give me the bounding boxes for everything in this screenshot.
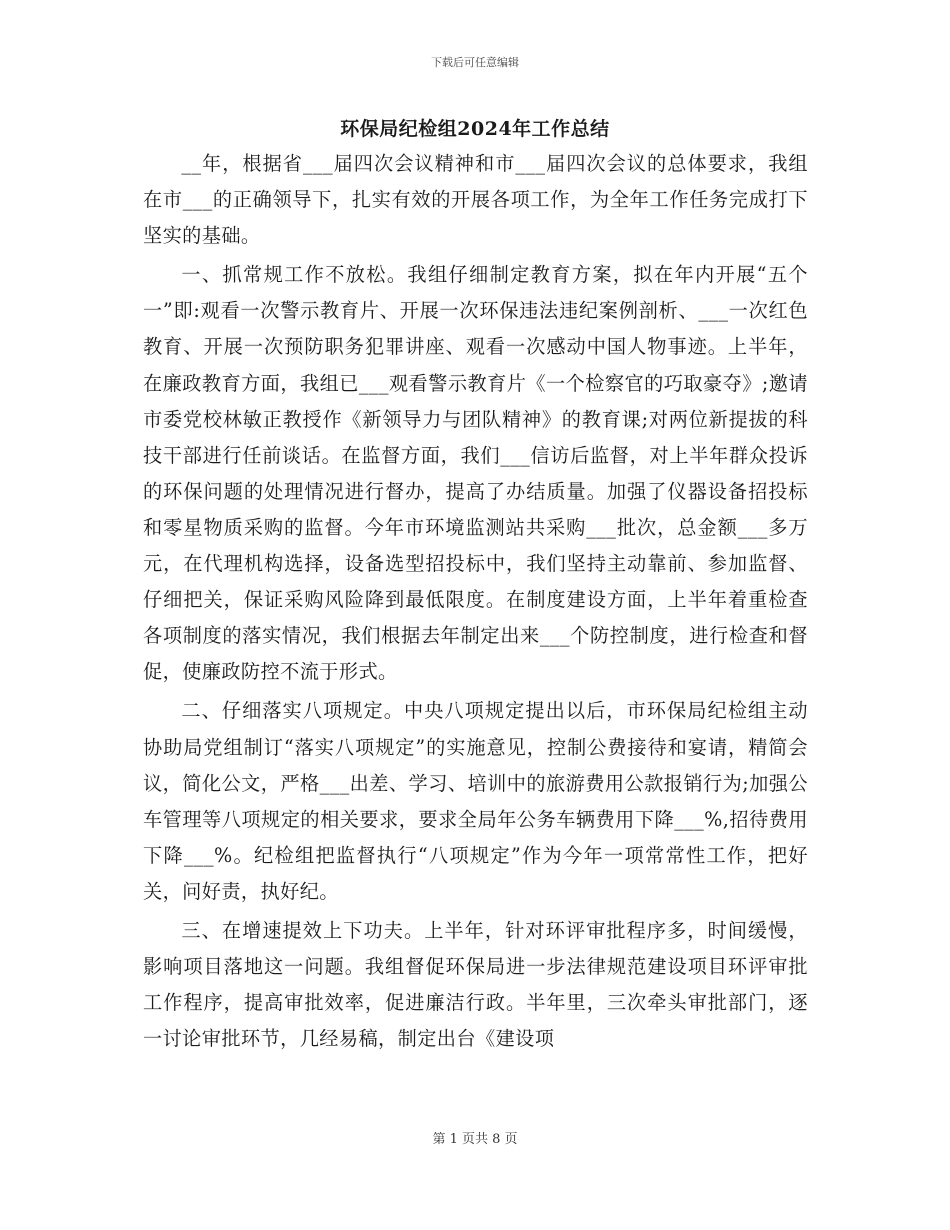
document-title: 环保局纪检组2024年工作总结 bbox=[340, 118, 610, 140]
paragraph-section-3: 三、在增速提效上下功夫。上半年，针对环评审批程序多，时间缓慢，影响项目落地这一问题。我组督促环保局进一步法律规范建设项目环评审批工作程序，提高审批效率，促进廉洁行政。半年里，三次牵头审批部门，逐一讨论审批环节，几经易稿，制定出台《建设项 bbox=[143, 918, 808, 1051]
page-number: 第 1 页共 8 页 bbox=[432, 1132, 518, 1147]
paragraph-intro: __年，根据省___届四次会议精神和市___届四次会议的总体要求，我组在市___的正确领导下，扎实有效的开展各项工作，为全年工作任务完成打下坚实的基础。 bbox=[143, 152, 808, 248]
paragraph-section-1: 一、抓常规工作不放松。我组仔细制定教育方案，拟在年内开展“五个一”即:观看一次警示教育片、开展一次环保违法违纪案例剖析、___一次红色教育、开展一次预防职务犯罪讲座、观看一次感动中国人物事迹。上半年，在廉政教育方面，我组已___观看警示教育片《一个检察官的巧取豪夺》;邀请市委党校林敏正教授作《新领导力与团队精神》的教育课;对两位新提拔的科技干部进行任前谈话。在监督方面，我们___信访后监督，对上半年群众投诉的环保问题的处理情况进行督办，提高了办结质量。加强了仪器设备招投标和零星物质采购的监督。今年市环境监测站共采购___批次，总金额___多万元，在代理机构选择，设备选型招投标中，我们坚持主动靠前、参加监督、仔细把关，保证采购风险降到最低限度。在制度建设方面，上半年着重检查各项制度的落实情况，我们根据去年制定出来___个防控制度，进行检查和督促，使廉政防控不流于形式。 bbox=[143, 263, 808, 684]
document-body bbox=[143, 146, 808, 1060]
header-note: 下载后可任意编辑 bbox=[431, 56, 519, 69]
paragraph-section-2: 二、仔细落实八项规定。中央八项规定提出以后，市环保局纪检组主动协助局党组制订“落实八项规定”的实施意见，控制公费接待和宴请，精简会议，简化公文，严格___出差、学习、培训中的旅游费用公款报销行为;加强公车管理等八项规定的相关要求，要求全局年公务车辆费用下降___%,招待费用下降___%。纪检组把监督执行“八项规定”作为今年一项常常性工作，把好关，问好责，执好纪。 bbox=[143, 699, 808, 903]
